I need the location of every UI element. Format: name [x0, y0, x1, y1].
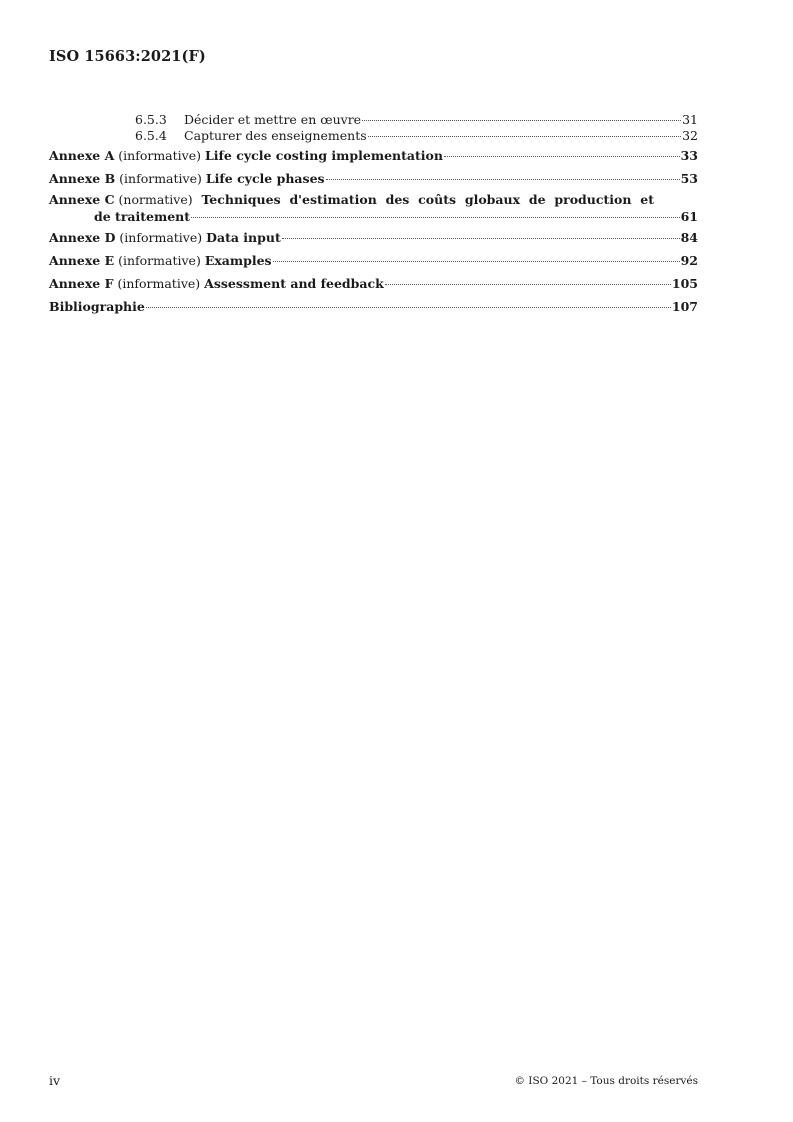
annex-title: Life cycle phases — [205, 171, 325, 186]
copyright-notice: © ISO 2021 – Tous droits réservés — [514, 1075, 698, 1087]
dot-leader — [191, 217, 680, 218]
annex-label: Annexe C — [49, 192, 115, 207]
annex-title-word: coûts — [418, 192, 457, 207]
toc-entry-bibliography[interactable] — [49, 295, 698, 318]
annex-c-title-line — [49, 192, 654, 208]
annex-label: Annexe E — [49, 253, 115, 268]
toc-entry-page: 61 — [680, 209, 698, 224]
annex-c-second-line — [49, 208, 698, 226]
toc-entry-page: 53 — [680, 171, 698, 186]
annex-type: (normative) — [118, 192, 193, 207]
toc-entry-page: 32 — [682, 128, 698, 143]
annex-type: (informative) — [119, 230, 203, 245]
annex-title-word: globaux — [464, 192, 521, 207]
bibliography-title: Bibliographie — [49, 299, 145, 314]
toc-entry-number: 6.5.4 — [135, 128, 167, 143]
toc-entry-page: 33 — [680, 148, 698, 163]
toc-entry-page: 92 — [680, 253, 698, 268]
toc-entry-annex-a[interactable] — [49, 144, 698, 167]
page-number: iv — [49, 1073, 61, 1088]
toc-entry-page: 105 — [671, 276, 698, 291]
toc-entry-number: 6.5.3 — [135, 112, 167, 127]
annex-title-word: de — [528, 192, 546, 207]
toc-entry-annex-d[interactable] — [49, 226, 698, 249]
table-of-contents — [49, 112, 698, 318]
toc-entry-page: 31 — [682, 112, 698, 127]
annex-type: (informative) — [119, 171, 202, 186]
annex-type: (informative) — [118, 253, 201, 268]
toc-entry-title: Capturer des enseignements — [184, 128, 367, 143]
annex-label: Annexe F — [49, 276, 114, 291]
annex-label: Annexe D — [49, 230, 116, 245]
annex-label: Annexe A — [49, 148, 115, 163]
annex-title: Data input — [206, 230, 281, 245]
toc-entry-annex-e[interactable] — [49, 249, 698, 272]
annex-title: Examples — [204, 253, 272, 268]
annex-title-word: des — [385, 192, 410, 207]
toc-entry-6-5-3[interactable] — [49, 112, 698, 128]
annex-title: Life cycle costing implementation — [204, 148, 443, 163]
toc-entry-annex-f[interactable] — [49, 272, 698, 295]
annex-title-word: production — [554, 192, 632, 207]
dot-leader — [146, 307, 671, 308]
annex-title-word: Techniques — [201, 192, 281, 207]
dot-leader — [368, 136, 681, 137]
annex-title-word: d'estimation — [289, 192, 377, 207]
annex-title-continued: de traitement — [94, 209, 191, 224]
dot-leader — [282, 238, 680, 239]
dot-leader — [444, 156, 680, 157]
annex-title: Assessment and feedback — [204, 276, 384, 291]
dot-leader — [362, 120, 681, 121]
annex-label: Annexe B — [49, 171, 116, 186]
dot-leader — [385, 284, 671, 285]
toc-entry-page: 84 — [680, 230, 698, 245]
annex-type: (informative) — [117, 276, 201, 291]
toc-entry-title: Décider et mettre en œuvre — [184, 112, 362, 127]
annex-title-word: et — [640, 192, 654, 207]
document-identifier: ISO 15663:2021(F) — [49, 48, 206, 65]
annex-type: (informative) — [118, 148, 201, 163]
toc-entry-6-5-4[interactable] — [49, 128, 698, 144]
toc-entry-annex-c[interactable] — [49, 192, 698, 226]
dot-leader — [326, 179, 680, 180]
toc-entry-annex-b[interactable] — [49, 167, 698, 190]
toc-entry-page: 107 — [671, 299, 698, 314]
dot-leader — [273, 261, 680, 262]
